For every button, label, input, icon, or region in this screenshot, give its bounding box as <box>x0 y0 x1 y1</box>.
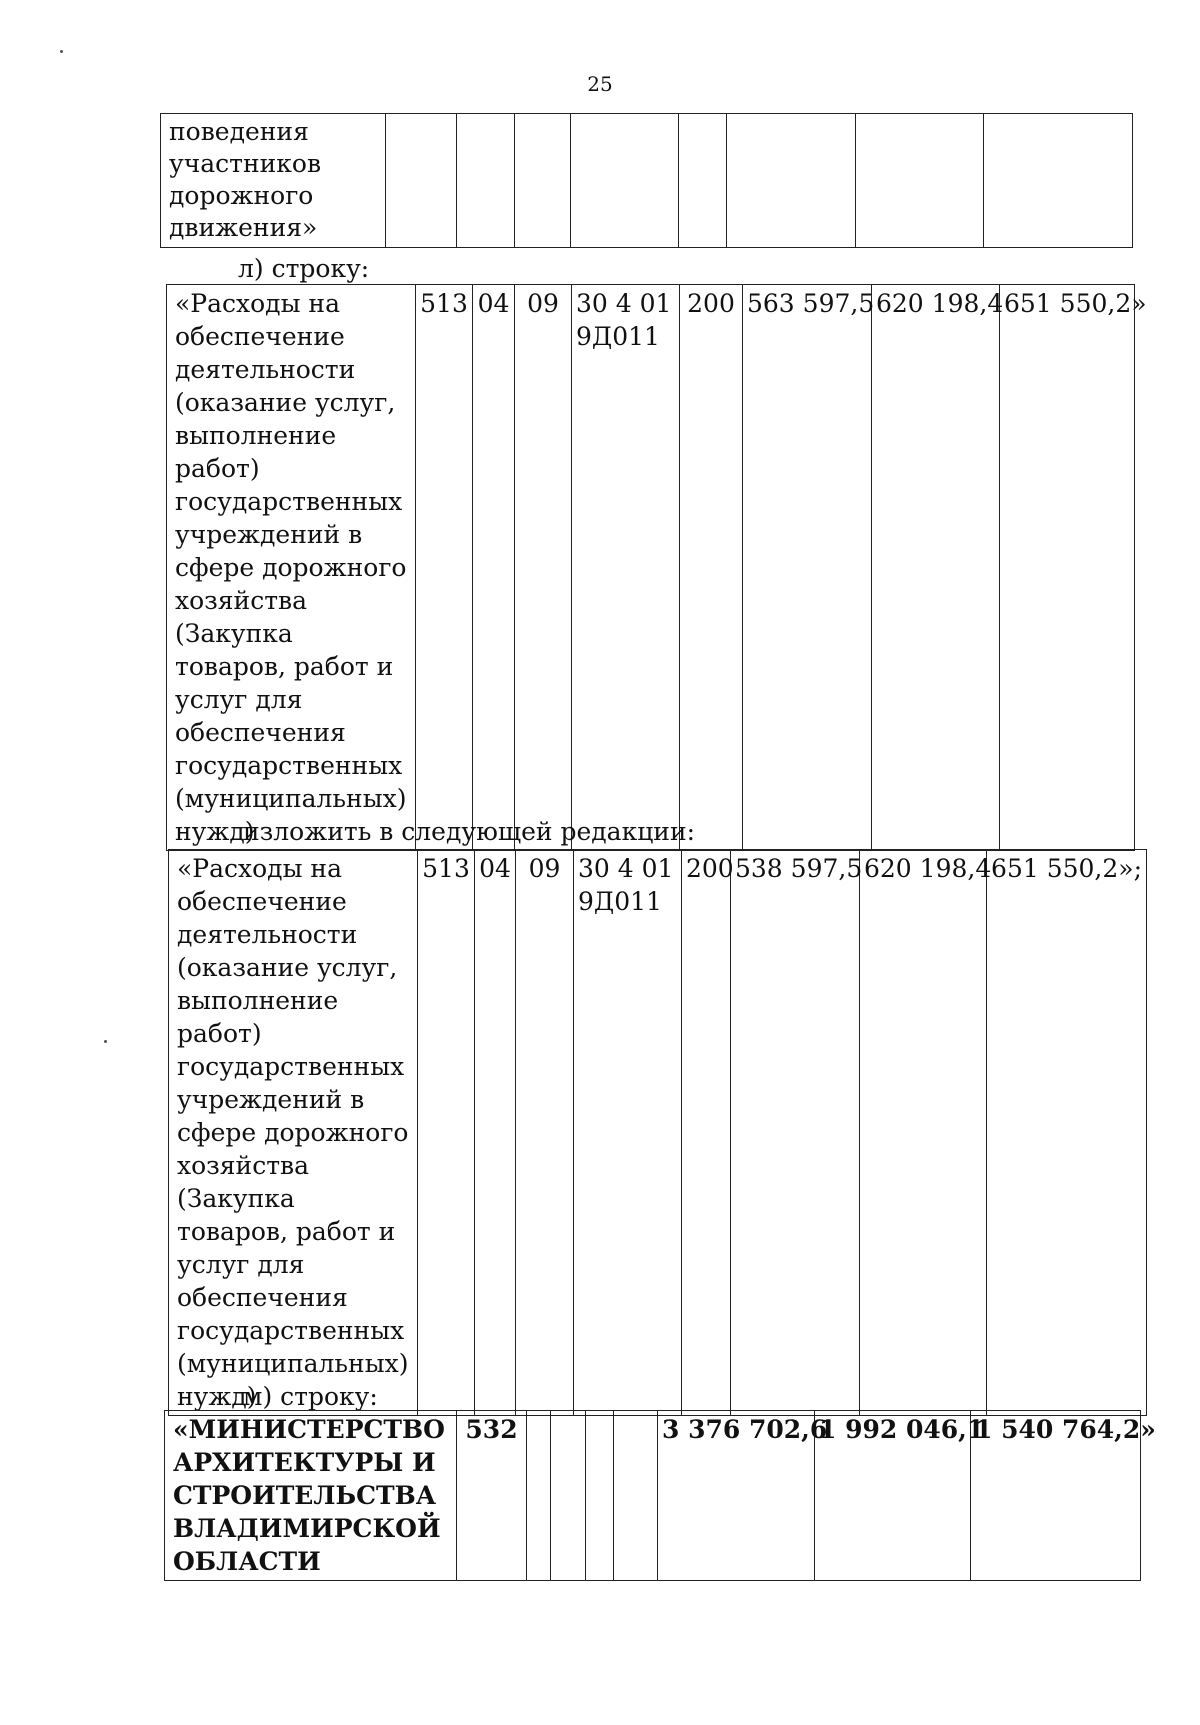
row-description: «МИНИСТЕРСТВО АРХИТЕКТУРЫ И СТРОИТЕЛЬСТВА ВЛАДИМИРСКОЙ ОБЛАСТИ <box>165 1411 457 1581</box>
cell-vr: 200 <box>682 850 731 1416</box>
cell-pr <box>551 1411 586 1581</box>
cell-year1: 563 597,5 <box>743 285 872 851</box>
table-row-new <box>168 849 1147 1416</box>
table-row <box>169 850 1147 1416</box>
scan-speck <box>104 1040 107 1043</box>
cell-year1 <box>727 114 856 248</box>
cell-rz <box>457 114 515 248</box>
caption-m: м) строку: <box>243 1382 378 1411</box>
cell-year1: 3 376 702,6 <box>658 1411 815 1581</box>
cell-pr <box>515 114 571 248</box>
cell-year1: 538 597,5 <box>731 850 860 1416</box>
cell-csr: 30 4 01 9Д011 <box>574 850 682 1416</box>
table-row-old <box>166 284 1147 851</box>
cell-year3: 651 550,2» <box>1000 285 1135 851</box>
table-row-ministry <box>164 1410 1156 1581</box>
cell-csr <box>571 114 679 248</box>
cell-rz <box>527 1411 551 1581</box>
row-description: поведения участников дорожного движения» <box>161 114 386 248</box>
table-row <box>165 1411 1141 1581</box>
cell-pr: 09 <box>515 285 572 851</box>
cell-grbs: 532 <box>457 1411 527 1581</box>
cell-year2: 620 198,4 <box>872 285 1000 851</box>
cell-grbs: 513 <box>418 850 475 1416</box>
cell-rz: 04 <box>475 850 516 1416</box>
cell-year2: 620 198,4 <box>860 850 987 1416</box>
cell-vr: 200 <box>680 285 743 851</box>
row-description: «Расходы на обеспечение деятельности (оказание услуг, выполнение работ) государственных учреждений в сфере дорожного хозяйства (Закупка товаров, работ и услуг для обеспечения государственных (муниципальных) нужд) <box>167 285 416 851</box>
table-row <box>167 285 1135 851</box>
caption-new: изложить в следующей редакции: <box>243 817 696 846</box>
cell-year2: 1 992 046,1 <box>815 1411 971 1581</box>
cell-grbs: 513 <box>416 285 473 851</box>
cell-csr <box>586 1411 614 1581</box>
cell-year2 <box>856 114 984 248</box>
scan-speck <box>60 50 63 53</box>
cell-year3 <box>984 114 1133 248</box>
cell-year3: 1 540 764,2» <box>971 1411 1141 1581</box>
cell-grbs <box>386 114 457 248</box>
cell-pr: 09 <box>516 850 574 1416</box>
cell-year3: 651 550,2»; <box>987 850 1147 1416</box>
page-number: 25 <box>587 72 613 96</box>
cell-rz: 04 <box>473 285 515 851</box>
table-row <box>161 114 1133 248</box>
caption-l: л) строку: <box>238 254 370 283</box>
cell-csr: 30 4 01 9Д011 <box>572 285 680 851</box>
cell-vr <box>614 1411 658 1581</box>
table-continuation <box>160 113 1133 248</box>
cell-vr <box>679 114 727 248</box>
row-description: «Расходы на обеспечение деятельности (оказание услуг, выполнение работ) государственных учреждений в сфере дорожного хозяйства (Закупка товаров, работ и услуг для обеспечения государственных (муниципальных) нужд) <box>169 850 418 1416</box>
